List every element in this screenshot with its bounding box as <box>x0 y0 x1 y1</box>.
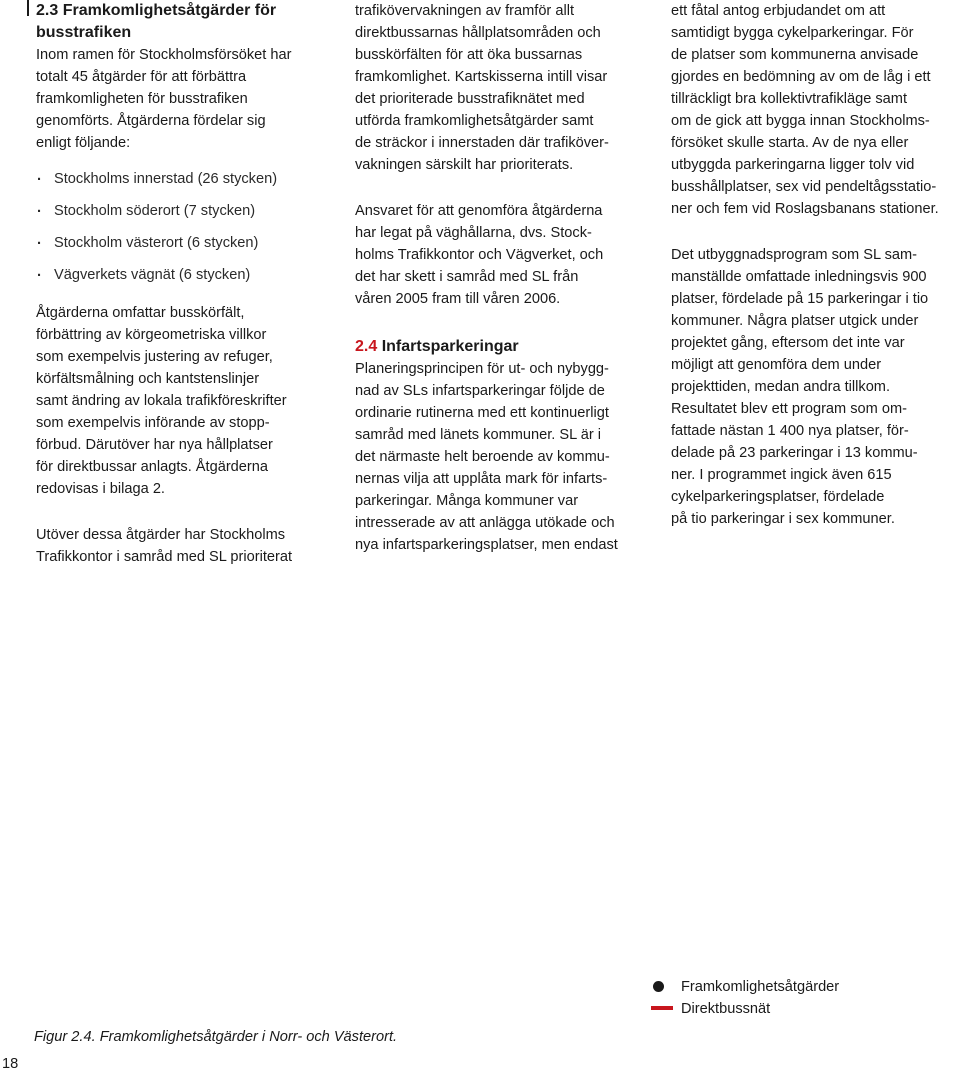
line-icon <box>651 1006 673 1010</box>
paragraph: trafikövervakningen av framför allt direktbussarnas hållplatsområden och busskörfälten för att öka bussarnas framkomlighet. Kartskisserna intill visar det prioriterade busstrafiknätet med utförda framkomlighetsåtgärder samt de sträckor i innerstaden där trafiköver- vakningen särskilt har prioriterats. <box>355 3 609 173</box>
paragraph: Utöver dessa åtgärder har Stockholms Trafikkontor i samråd med SL prioriterat <box>36 527 293 565</box>
paragraph: Ansvaret för att genomföra åtgärderna har legat på väghållarna, dvs. Stock- holms Trafikkontor och Vägverket, och det har skett i samråd med SL från våren 2005 fram till våren 2006. <box>355 203 604 307</box>
column-2 <box>355 0 645 556</box>
margin-rule <box>27 0 29 16</box>
paragraph: ett fåtal antog erbjudandet om att samtidigt bygga cykelparkeringar. För de platser som kommunerna anvisade gjordes en bedömning av om de låg i ett tillräckligt bra kollektivtrafikläge samt om de gick att bygga innan Stockholms- försöket skulle starta. Av de nya eller utbyggda parkeringarna ligger tolv vid busshållplatser, sex vid pendeltågsstatio- ner och fem vid Roslagsbanans stationer. <box>671 3 939 217</box>
column-1 <box>36 0 328 568</box>
list-item: · Stockholm västerort (6 stycken) <box>36 232 328 254</box>
list-item: · Stockholm söderort (7 stycken) <box>36 200 328 222</box>
district-list <box>36 168 328 286</box>
section-number: 2.4 <box>355 338 378 355</box>
paragraph: Det utbyggnadsprogram som SL sam- manställde omfattade inledningsvis 900 platser, fördelade på 15 parkeringar i tio kommuner. Några platser utgick under projektet gång, eftersom det inte var möjligt att genomföra dem under projekttiden, medan andra tillkom. Resultatet blev ett program som om- fattade nästan 1 400 nya platser, för- delade på 23 parkeringar i 13 kommu- ner. I programmet ingick även 615 cykelparkeringsplatser, fördelade på tio parkeringar i sex kommuner. <box>671 247 929 527</box>
section-2-3-heading <box>36 0 328 44</box>
intro-paragraph: Inom ramen för Stockholmsförsöket har totalt 45 åtgärder för att förbättra framkomligheten för busstrafiken genomförts. Åtgärderna fördelar sig enligt följande: <box>36 47 292 151</box>
legend-label: Direktbussnät <box>681 1001 771 1017</box>
column-3 <box>671 0 960 530</box>
legend-item <box>651 998 839 1020</box>
bullet-icon: · <box>37 236 42 252</box>
list-item: · Vägverkets vägnät (6 stycken) <box>36 264 328 286</box>
section-title: Infartsparkeringar <box>381 338 519 355</box>
bullet-icon: · <box>37 268 42 284</box>
figure-caption: Figur 2.4. Framkomlighetsåtgärder i Norr- och Västerort. <box>34 1029 398 1045</box>
paragraph: Åtgärderna omfattar busskörfält, förbättring av körgeometriska villkor som exempelvis justering av refuger, körfältsmålning och kantstenslinjer samt ändring av lokala trafikföreskrifter som exempelvis införande av stopp- förbud. Därutöver har nya hållplatser för direktbussar anlagts. Åtgärderna redovisas i bilaga 2. <box>36 305 287 497</box>
bullet-icon: · <box>37 172 42 188</box>
list-item: · Stockholms innerstad (26 stycken) <box>36 168 328 190</box>
page-number: 18 <box>2 1056 19 1072</box>
bullet-icon: · <box>37 204 42 220</box>
paragraph: Planeringsprincipen för ut- och nybygg- nad av SLs infartsparkeringar följde de ordinarie rutinerna med ett kontinuerligt samråd med länets kommuner. SL är i det närmaste helt beroende av kommu- nernas vilja att upplåta mark för infarts- parkeringar. Många kommuner var intresserade av att anlägga utökade och nya infartsparkeringsplatser, men endast <box>355 361 618 553</box>
section-2-4-heading <box>355 336 645 358</box>
section-number: 2.3 <box>36 2 59 19</box>
legend-label: Framkomlighetsåtgärder <box>681 979 840 995</box>
section-2-4 <box>355 336 645 556</box>
legend-item <box>651 976 839 998</box>
dot-icon <box>653 981 664 992</box>
map-legend <box>651 976 839 1020</box>
section-title: Framkomlighetsåtgärder för busstrafiken <box>36 2 277 41</box>
